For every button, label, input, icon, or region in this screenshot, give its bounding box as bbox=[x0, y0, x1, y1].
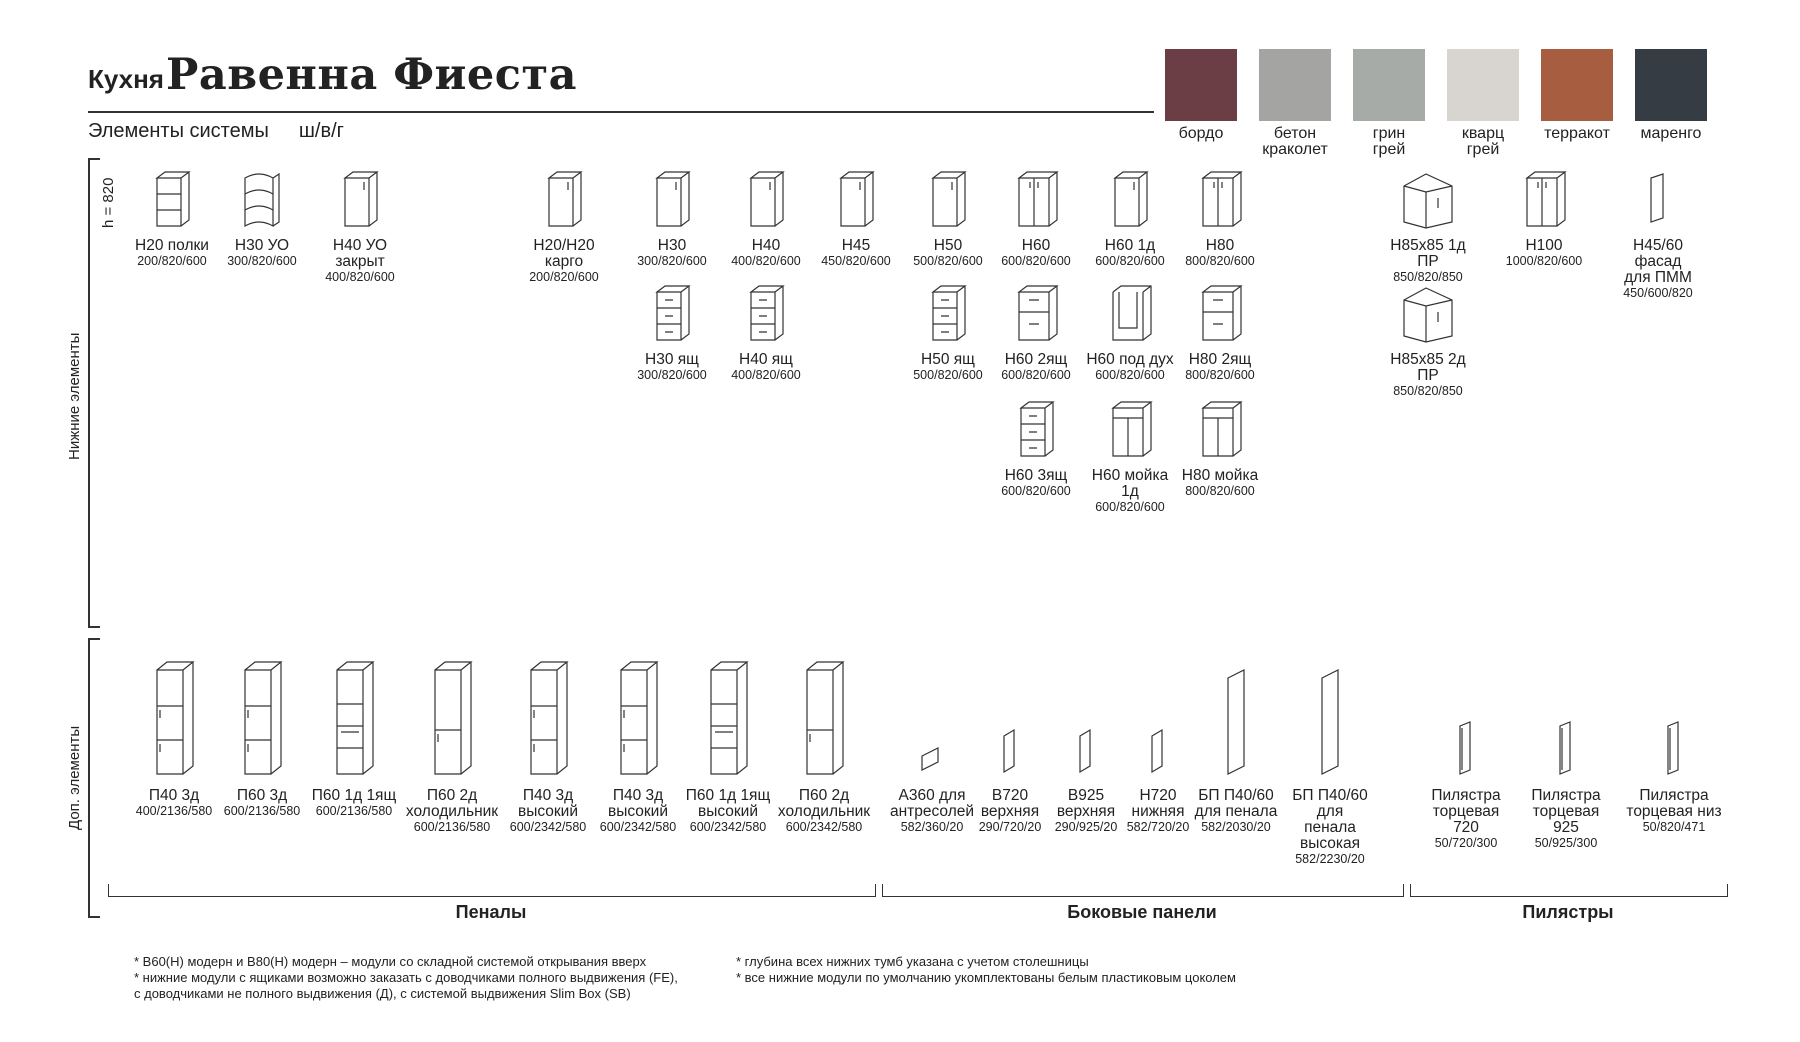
cabinet-sink-icon bbox=[1082, 398, 1178, 460]
item-dims: 50/720/300 bbox=[1434, 836, 1498, 850]
panel-item bbox=[1282, 656, 1378, 866]
cabinet-sink-icon bbox=[1172, 398, 1268, 460]
item-dims: 600/820/600 bbox=[1001, 254, 1071, 268]
lower-item bbox=[624, 168, 720, 268]
item-dims: 300/820/600 bbox=[637, 254, 707, 268]
lower-item bbox=[1172, 398, 1268, 498]
cabinet-1door-icon bbox=[808, 168, 904, 230]
item-dims: 582/720/20 bbox=[1126, 820, 1190, 834]
item-dims: 600/820/600 bbox=[1001, 484, 1071, 498]
item-name: П60 2д холодильник bbox=[777, 787, 871, 820]
cabinet-2door-icon bbox=[1172, 168, 1268, 230]
item-name: Н45/60 фасад для ПММ bbox=[1624, 237, 1692, 286]
item-dims: 600/820/600 bbox=[1095, 500, 1165, 514]
tall-item bbox=[776, 656, 872, 834]
item-dims: 800/820/600 bbox=[1185, 254, 1255, 268]
lower-item bbox=[214, 168, 310, 268]
facade-panel-icon bbox=[1610, 168, 1706, 230]
item-name: П40 3д высокий bbox=[517, 787, 579, 820]
item-name: Н80 мойка bbox=[1181, 467, 1259, 484]
cabinet-1door-icon bbox=[312, 168, 408, 230]
tall-item bbox=[404, 656, 500, 834]
item-name: В720 верхняя bbox=[980, 787, 1040, 820]
item-dims: 200/820/600 bbox=[137, 254, 207, 268]
item-name: БП П40/60 для пенала bbox=[1194, 787, 1278, 820]
item-name: Н80 2ящ bbox=[1188, 351, 1252, 368]
item-name: Н20/Н20 карго bbox=[533, 237, 595, 270]
item-dims: 600/2342/580 bbox=[785, 820, 863, 834]
item-dims: 600/820/600 bbox=[1001, 368, 1071, 382]
lower-item bbox=[1496, 168, 1592, 268]
lower-item bbox=[624, 282, 720, 382]
item-name: Н40 ящ bbox=[739, 351, 793, 368]
item-name: П60 2д холодильник bbox=[405, 787, 499, 820]
group-panels-label: Боковые панели bbox=[1067, 902, 1217, 922]
subtitle bbox=[88, 120, 344, 143]
panel-item bbox=[1188, 656, 1284, 834]
lower-item bbox=[312, 168, 408, 284]
extra-section-label: Доп. элементы bbox=[66, 725, 83, 830]
swatch-5 bbox=[1635, 49, 1707, 121]
tall-3door-icon bbox=[590, 656, 686, 780]
item-dims: 600/2136/580 bbox=[315, 804, 393, 818]
item-dims: 850/820/850 bbox=[1393, 384, 1463, 398]
item-dims: 582/2230/20 bbox=[1295, 852, 1365, 866]
item-name: Н40 bbox=[751, 237, 781, 254]
item-name: Н85х85 1д ПР bbox=[1390, 237, 1466, 270]
item-dims: 450/820/600 bbox=[821, 254, 891, 268]
item-dims: 300/820/600 bbox=[637, 368, 707, 382]
pilaster-icon bbox=[1518, 656, 1614, 780]
kitchen-label: Кухня bbox=[88, 64, 164, 94]
swatch-label-0: бордо bbox=[1178, 125, 1224, 142]
swatch-1 bbox=[1259, 49, 1331, 121]
group-pilasters-line bbox=[1410, 884, 1728, 897]
lower-item bbox=[718, 168, 814, 268]
tall-2door-icon bbox=[776, 656, 872, 780]
item-dims: 600/2136/580 bbox=[223, 804, 301, 818]
tall-3door-icon bbox=[214, 656, 310, 780]
tall-item bbox=[214, 656, 310, 818]
tall-item bbox=[680, 656, 776, 834]
item-dims: 290/720/20 bbox=[978, 820, 1042, 834]
item-dims: 600/2342/580 bbox=[599, 820, 677, 834]
swatch-4 bbox=[1541, 49, 1613, 121]
item-dims: 200/820/600 bbox=[529, 270, 599, 284]
item-name: Н50 bbox=[933, 237, 963, 254]
tall-item bbox=[306, 656, 402, 818]
cabinet-1door-icon bbox=[900, 168, 996, 230]
item-name: П40 3д высокий bbox=[607, 787, 669, 820]
lower-item bbox=[1610, 168, 1706, 300]
item-name: Н60 bbox=[1021, 237, 1051, 254]
lower-item bbox=[988, 282, 1084, 382]
item-name: Н80 bbox=[1205, 237, 1235, 254]
cabinet-corner-icon bbox=[1380, 282, 1476, 344]
pilaster-item bbox=[1418, 656, 1514, 850]
item-name: Пилястра торцевая 925 bbox=[1531, 787, 1601, 836]
item-name: П60 1д 1ящ bbox=[311, 787, 397, 804]
item-dims: 800/820/600 bbox=[1185, 368, 1255, 382]
tall-item bbox=[500, 656, 596, 834]
subtitle-text: Элементы системы bbox=[88, 120, 269, 142]
tall-3door-icon bbox=[126, 656, 222, 780]
item-name: Н60 под дух bbox=[1086, 351, 1174, 368]
panel-tall-icon bbox=[1282, 656, 1378, 780]
tall-3door-icon bbox=[500, 656, 596, 780]
item-dims: 300/820/600 bbox=[227, 254, 297, 268]
lower-item bbox=[808, 168, 904, 268]
lower-item bbox=[1172, 282, 1268, 382]
cabinet-1door-icon bbox=[1082, 168, 1178, 230]
cabinet-shelves-icon bbox=[124, 168, 220, 230]
notes-right: * глубина всех нижних тумб указана с учетом столешницы * все нижние модули по умолчанию укомплектованы белым пластиковым цоколем bbox=[736, 954, 1236, 985]
swatch-label-4: терракот bbox=[1544, 125, 1610, 142]
cabinet-oven-icon bbox=[1082, 282, 1178, 344]
pilaster-item bbox=[1518, 656, 1614, 850]
cabinet-drawers-icon bbox=[988, 398, 1084, 460]
item-name: Н40 УО закрыт bbox=[332, 237, 388, 270]
item-dims: 400/820/600 bbox=[731, 368, 801, 382]
tall-oven-icon bbox=[306, 656, 402, 780]
item-dims: 500/820/600 bbox=[913, 254, 983, 268]
lower-item bbox=[900, 168, 996, 268]
cabinet-2door-icon bbox=[988, 168, 1084, 230]
item-dims: 600/2136/580 bbox=[413, 820, 491, 834]
group-pilasters-label: Пилястры bbox=[1522, 902, 1614, 922]
item-name: Н50 ящ bbox=[921, 351, 975, 368]
dims-format: ш/в/г bbox=[298, 120, 344, 142]
swatch-label-2: грин грей bbox=[1372, 125, 1406, 158]
swatch-label-1: бетон краколет bbox=[1262, 125, 1328, 158]
item-dims: 400/2136/580 bbox=[135, 804, 213, 818]
item-dims: 400/820/600 bbox=[325, 270, 395, 284]
item-dims: 290/925/20 bbox=[1054, 820, 1118, 834]
item-dims: 450/600/820 bbox=[1623, 286, 1693, 300]
item-name: Н720 нижняя bbox=[1131, 787, 1185, 820]
cabinet-1door-icon bbox=[516, 168, 612, 230]
item-dims: 600/820/600 bbox=[1095, 368, 1165, 382]
pilaster-icon bbox=[1418, 656, 1514, 780]
item-name: Н30 ящ bbox=[645, 351, 699, 368]
cabinet-drawers-icon bbox=[624, 282, 720, 344]
lower-item bbox=[1172, 168, 1268, 268]
item-name: Н30 УО bbox=[234, 237, 290, 254]
item-name: Н60 1д bbox=[1104, 237, 1156, 254]
tall-item bbox=[126, 656, 222, 818]
group-tall-line bbox=[108, 884, 876, 897]
item-dims: 50/925/300 bbox=[1534, 836, 1598, 850]
group-tall-label: Пеналы bbox=[455, 902, 527, 922]
item-name: В925 верхняя bbox=[1056, 787, 1116, 820]
cabinet-corner-round-icon bbox=[214, 168, 310, 230]
lower-item bbox=[988, 398, 1084, 498]
item-name: П60 3д bbox=[236, 787, 288, 804]
item-name: БП П40/60 для пенала высокая bbox=[1292, 787, 1368, 852]
group-panels-line bbox=[882, 884, 1404, 897]
cabinet-1door-icon bbox=[718, 168, 814, 230]
lower-item bbox=[900, 282, 996, 382]
lower-section-label: Нижние элементы bbox=[66, 332, 83, 460]
cabinet-drawers-icon bbox=[900, 282, 996, 344]
lower-item bbox=[1380, 282, 1476, 398]
tall-item bbox=[590, 656, 686, 834]
cabinet-2drawers-icon bbox=[988, 282, 1084, 344]
tall-oven-icon bbox=[680, 656, 776, 780]
item-dims: 600/820/600 bbox=[1095, 254, 1165, 268]
lower-item bbox=[718, 282, 814, 382]
swatch-label-5: маренго bbox=[1640, 125, 1702, 142]
item-name: А360 для антресолей bbox=[889, 787, 975, 820]
pilaster-item bbox=[1626, 656, 1722, 834]
item-dims: 600/2342/580 bbox=[689, 820, 767, 834]
item-name: Н20 полки bbox=[135, 237, 209, 254]
pilaster-icon bbox=[1626, 656, 1722, 780]
item-name: Н45 bbox=[841, 237, 871, 254]
item-name: Н60 3ящ bbox=[1004, 467, 1068, 484]
lower-item bbox=[1082, 398, 1178, 514]
lower-item bbox=[1082, 168, 1178, 268]
item-name: П60 1д 1ящ высокий bbox=[685, 787, 771, 820]
cabinet-drawers-icon bbox=[718, 282, 814, 344]
tall-2door-icon bbox=[404, 656, 500, 780]
item-dims: 800/820/600 bbox=[1185, 484, 1255, 498]
item-name: Н30 bbox=[657, 237, 687, 254]
lower-item bbox=[1082, 282, 1178, 382]
cabinet-1door-icon bbox=[624, 168, 720, 230]
item-dims: 600/2342/580 bbox=[509, 820, 587, 834]
lower-item bbox=[1380, 168, 1476, 284]
item-dims: 500/820/600 bbox=[913, 368, 983, 382]
item-dims: 50/820/471 bbox=[1642, 820, 1706, 834]
item-name: Н60 2ящ bbox=[1004, 351, 1068, 368]
lower-item bbox=[516, 168, 612, 284]
item-name: Пилястра торцевая 720 bbox=[1431, 787, 1501, 836]
item-dims: 400/820/600 bbox=[731, 254, 801, 268]
item-name: Н100 bbox=[1525, 237, 1563, 254]
item-dims: 1000/820/600 bbox=[1505, 254, 1583, 268]
item-dims: 582/2030/20 bbox=[1201, 820, 1271, 834]
header-divider bbox=[88, 111, 1154, 113]
swatch-2 bbox=[1353, 49, 1425, 121]
item-name: Н85х85 2д ПР bbox=[1390, 351, 1466, 384]
notes-left: * В60(Н) модерн и В80(Н) модерн – модули со складной системой открывания вверх * нижние модули с ящиками возможно заказать с доводчиками полного выдвижения (FE), с доводчиками не полного выдвижения (Д), с системой выдвижения Slim Box (SB) bbox=[134, 954, 678, 1001]
lower-item bbox=[988, 168, 1084, 268]
extra-bracket bbox=[88, 638, 100, 918]
item-dims: 850/820/850 bbox=[1393, 270, 1463, 284]
swatch-label-3: кварц грей bbox=[1461, 125, 1505, 158]
item-name: П40 3д bbox=[148, 787, 200, 804]
swatch-0 bbox=[1165, 49, 1237, 121]
swatch-3 bbox=[1447, 49, 1519, 121]
item-dims: 582/360/20 bbox=[900, 820, 964, 834]
lower-item bbox=[124, 168, 220, 268]
cabinet-2drawers-icon bbox=[1172, 282, 1268, 344]
height-note: h = 820 bbox=[100, 177, 117, 228]
cabinet-2door-icon bbox=[1496, 168, 1592, 230]
item-name: Пилястра торцевая низ bbox=[1626, 787, 1722, 820]
page-title: Равенна Фиеста bbox=[166, 50, 577, 100]
cabinet-corner-icon bbox=[1380, 168, 1476, 230]
item-name: Н60 мойка 1д bbox=[1091, 467, 1169, 500]
lower-bracket bbox=[88, 158, 100, 628]
panel-tall-icon bbox=[1188, 656, 1284, 780]
